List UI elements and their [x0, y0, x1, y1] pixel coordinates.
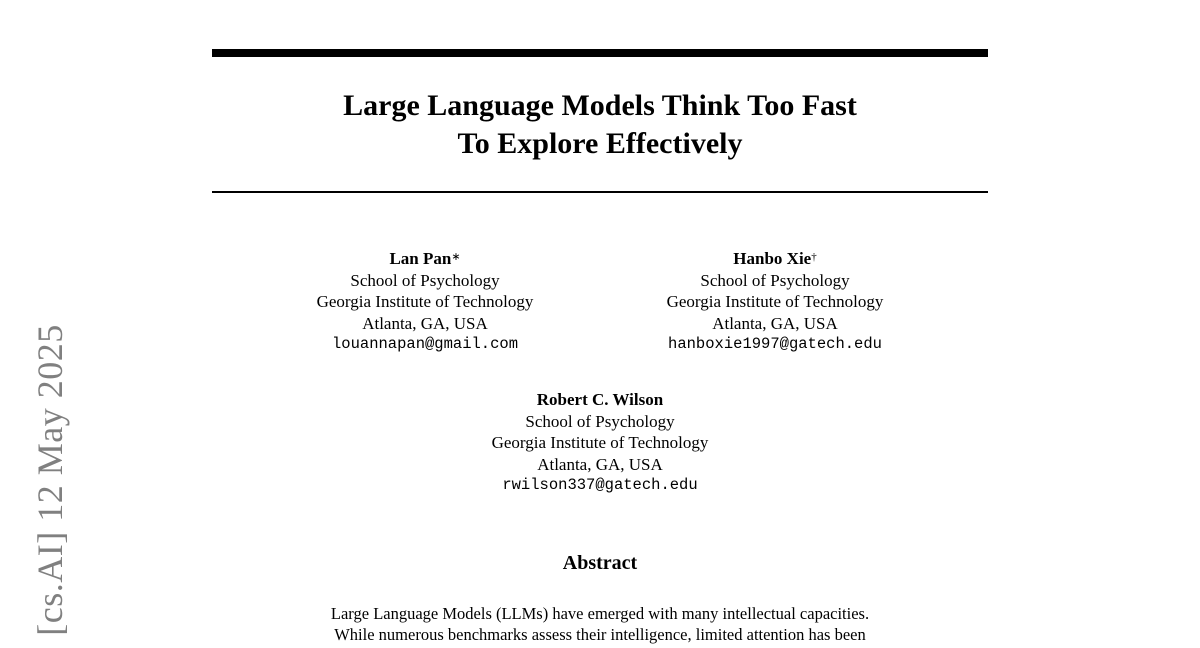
- title-top-rule: [212, 49, 988, 57]
- arxiv-identifier-stamp: [cs.AI] 12 May 2025: [30, 324, 70, 636]
- author-block-lan-pan: [275, 248, 575, 356]
- author-footnote-mark: †: [811, 251, 817, 263]
- author-department: School of Psychology: [525, 411, 675, 431]
- paper-title-line-1: Large Language Models Think Too Fast: [343, 89, 857, 122]
- author-department: School of Psychology: [350, 270, 500, 290]
- author-location: Atlanta, GA, USA: [362, 313, 488, 333]
- author-location: Atlanta, GA, USA: [537, 454, 663, 474]
- author-email[interactable]: hanboxie1997@gatech.edu: [668, 335, 882, 353]
- author-block-hanbo-xie: [625, 248, 925, 356]
- author-institution: Georgia Institute of Technology: [316, 292, 534, 311]
- author-name: Hanbo Xie†: [733, 249, 817, 268]
- paper-title-line-2: To Explore Effectively: [457, 127, 743, 160]
- author-email[interactable]: louannapan@gmail.com: [331, 335, 519, 353]
- abstract-line-2: While numerous benchmarks assess their intelligence, limited attention has been: [334, 625, 866, 644]
- author-footnote-mark: ∗: [451, 251, 461, 263]
- author-institution: Georgia Institute of Technology: [491, 433, 709, 452]
- author-location: Atlanta, GA, USA: [712, 313, 838, 333]
- paper-title: [212, 87, 988, 163]
- title-bottom-rule: [212, 191, 988, 193]
- abstract-heading: Abstract: [562, 552, 638, 574]
- author-email[interactable]: rwilson337@gatech.edu: [502, 476, 698, 494]
- abstract-body: [250, 603, 950, 645]
- author-name: Lan Pan∗: [389, 249, 461, 268]
- author-department: School of Psychology: [700, 270, 850, 290]
- author-name: Robert C. Wilson: [536, 390, 664, 409]
- author-block-robert-wilson: [450, 389, 750, 497]
- author-institution: Georgia Institute of Technology: [666, 292, 884, 311]
- abstract-line-1: Large Language Models (LLMs) have emerged with many intellectual capacities.: [330, 604, 870, 623]
